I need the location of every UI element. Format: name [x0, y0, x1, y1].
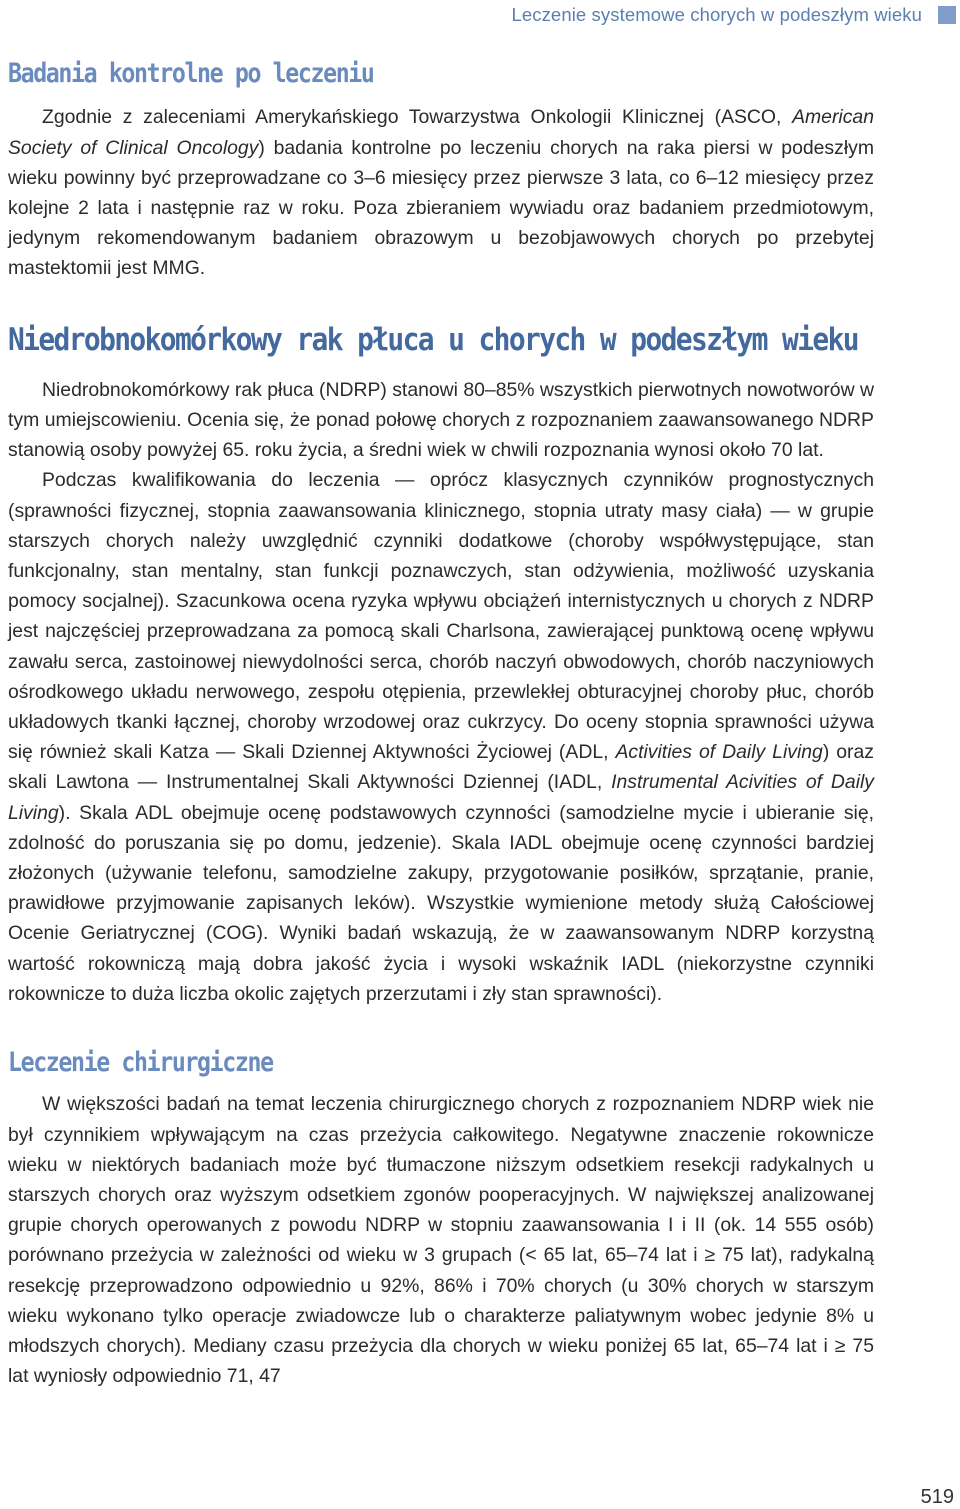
page-content: [8, 58, 874, 1391]
page-number: 519: [920, 1486, 954, 1508]
header-square-icon: [938, 6, 956, 24]
section-title-nsclc: Niedrobnokomórkowy rak płuca u chorych w podeszłym wieku: [8, 321, 858, 358]
section-title-surgery: Leczenie chirurgiczne: [8, 1047, 273, 1079]
text-run: Zgodnie z zaleceniami Amerykańskiego Towarzystwa Onkologii Klinicznej (ASCO,: [42, 106, 793, 129]
text-run: ). Skala ADL obejmuje ocenę podstawowych czynności (samodzielne mycie i ubieranie się, zdolność do poruszania się po domu, jedzenie). Skala IADL obejmuje ocenę czynności bardziej złożonych (używanie telefonu, samodzielne zakupy, przygotowanie posiłków, sprzątanie, pranie, prawidłowe przyjmowanie zapisanych leków). Wszystkie wymienione metody służą Całościowej Ocenie Geriatrycznej (COG). Wyniki badań wskazują, że w zaawansowanym NDRP korzystną wartość rokowniczą mają dobra jakość życia i wysoki wskaźnik IADL (niekorzystne czynniki rokownicze to duża liczba okolic zajętych przerzutami i zły stan sprawności).: [8, 801, 874, 1005]
text-run: ) oraz skali Lawtona — Instrumentalnej Skali Aktywności Dziennej (IADL,: [8, 741, 874, 794]
running-header: Leczenie systemowe chorych w podeszłym wieku: [511, 4, 922, 25]
text-run: ) badania kontrolne po leczeniu chorych na raka piersi w podeszłym wieku powinny być przeprowadzane co 3–6 miesięcy przez pierwsze 3 lata, co 6–12 miesięcy przez kolejne 2 lata i następnie raz w roku. Poza zbieraniem wywiadu oraz badaniem przedmiotowym, jedynym rekomendowanym badaniem obrazowym u bezobjawowych chorych po przebytej mastektomii jest MMG.: [8, 136, 874, 280]
paragraph-surgery: W większości badań na temat leczenia chirurgicznego chorych z rozpoznaniem NDRP wiek nie był czynnikiem wpływającym na czas przeżycia całkowitego. Negatywne znaczenie rokownicze wieku w niektórych badaniach może być tłumaczone niższym odsetkiem resekcji radykalnych u starszych chorych oraz wyższym odsetkiem zgonów pooperacyjnych. W największej analizowanej grupie chorych operowanych z powodu NDRP w stopniu zaawansowania I i II (ok. 14 555 osób) porównano przeżycia w zależności od wieku w 3 grupach (< 65 lat, 65–74 lat i ≥ 75 lat), radykalną resekcję przeprowadzono odpowiednio u 92%, 86% i 70% chorych (u 30% chorych w starszym wieku wykonano tylko operacje zwiadowcze lub o charakterze paliatywnym wobec jedynie 8% u młodszych chorych). Mediany czasu przeżycia dla chorych w wieku poniżej 65 lat, 65–74 lat i ≥ 75 lat wyniosły odpowiednio 71, 47: [8, 1093, 874, 1388]
italic-term: American Society of Clinical Oncology: [8, 106, 874, 159]
italic-term: Instrumental Acivities of Daily Living: [8, 771, 874, 824]
paragraph-nsclc-2: [8, 465, 874, 1009]
text-run: Podczas kwalifikowania do leczenia — oprócz klasycznych czynników prognostycznych (sprawności fizycznej, stopnia zaawansowania klinicznego, stopnia utraty masy ciała) — w grupie starszych chorych należy uwzględnić czynniki dodatkowe (choroby współwystępujące, stan funkcjonalny, stan mentalny, stan funkcji poznawczych, stan odżywienia, możliwość uzyskania pomocy socjalnej). Szacunkowa ocena ryzyka wpływu obciążeń internistycznych u chorych z NDRP jest najczęściej przeprowadzana za pomocą skali Charlsona, zawierającej punktową ocenę wpływu zawału serca, zastoinowej niewydolności serca, chorób naczyń obwodowych, chorób naczyniowych ośrodkowego układu nerwowego, zespołu otępienia, przewlekłej obturacyjnej choroby płuc, chorób układowych tkanki łącznej, choroby wrzodowej oraz cukrzycy. Do oceny stopnia sprawności używa się również skali Katza — Skali Dziennej Aktywności Życiowej (ADL,: [8, 469, 874, 764]
paragraph-followup: [8, 102, 874, 283]
italic-term: Activities of Daily Living: [615, 741, 823, 764]
paragraph-nsclc-1: Niedrobnokomórkowy rak płuca (NDRP) stanowi 80–85% wszystkich pierwotnych nowotworów w tym umiejscowieniu. Ocenia się, że ponad połowę chorych z rozpoznaniem zaawansowanego NDRP stanowią osoby powyżej 65. roku życia, a średni wiek w chwili rozpoznania wynosi około 70 lat.: [8, 378, 874, 462]
section-title-followup: Badania kontrolne po leczeniu: [8, 58, 374, 89]
